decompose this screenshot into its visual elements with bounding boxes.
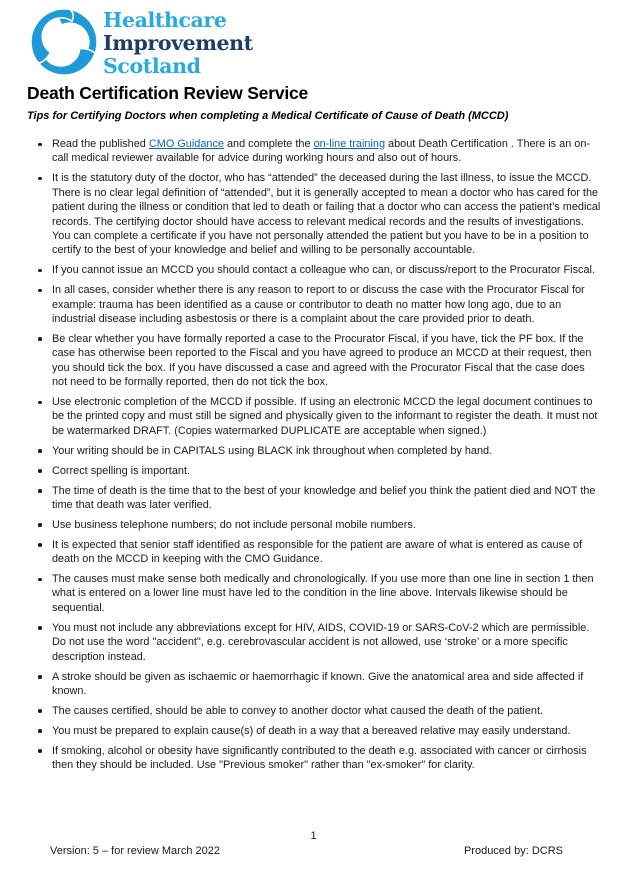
- bullet-marker: [38, 401, 42, 405]
- tip-text: [52, 621, 601, 664]
- tip-item: [38, 171, 601, 257]
- tip-item: [38, 332, 601, 390]
- tip-item: [38, 263, 601, 277]
- tip-text: [52, 572, 601, 615]
- page-subtitle: Tips for Certifying Doctors when completing a Medical Certificate of Cause of Death (MCCD): [27, 110, 509, 122]
- text-run: Correct spelling is important.: [52, 464, 190, 477]
- text-run: A stroke should be given as ischaemic or haemorrhagic if known. Give the anatomical area and side affected if known.: [52, 670, 584, 697]
- text-run: Use electronic completion of the MCCD if possible. If using an electronic MCCD the legal document continues to be the printed copy and must still be signed and physically given to the informant to register the death. It must not be watermarked DRAFT. (Copies watermarked DUPLICATE are acceptable when signed.): [52, 396, 598, 437]
- tip-text: [52, 171, 601, 257]
- document-footer: [50, 845, 563, 857]
- tip-text: [52, 332, 601, 390]
- tips-list: [0, 137, 627, 772]
- bullet-marker: [38, 177, 42, 181]
- text-run: It is expected that senior staff identified as responsible for the patient are aware of what is entered as cause of death on the MCCD in keeping with the CMO Guidance.: [52, 538, 583, 566]
- bullet-marker: [38, 469, 42, 473]
- online-training-link[interactable]: on-line training: [313, 138, 386, 150]
- bullet-marker: [38, 626, 42, 630]
- footer-produced-by: Produced by: DCRS: [463, 845, 563, 857]
- bullet-marker: [38, 449, 42, 453]
- tip-item: [38, 444, 601, 458]
- tip-text: [52, 670, 601, 699]
- bullet-marker: [38, 675, 42, 679]
- tip-item: [38, 484, 601, 513]
- text-run: The time of death is the time that to the best of your knowledge and belief you think the patient died and NOT the time that death was later verified.: [52, 484, 596, 511]
- wordmark-line-healthcare: Healthcare: [103, 8, 227, 32]
- tip-item: [38, 538, 601, 567]
- text-run: The causes must make sense both medically and chronologically. If you use more than one line in section 1 then what is entered on a lower line must have led to the condition in the line above. Intervals likewise should be sequential.: [52, 573, 594, 614]
- text-run: You must not include any abbreviations except for HIV, AIDS, COVID-19 or SARS-CoV-2 which are permissible. Do not use the word "accident", e.g. cerebrovascular accident is not allowed, use ‘stroke’ or a more specific description instead.: [52, 621, 590, 663]
- text-run: You must be prepared to explain cause(s) of death in a way that a bereaved relative may easily understand.: [52, 724, 571, 737]
- text-run: Your writing should be in CAPITALS using BLACK ink throughout when completed by hand.: [52, 444, 493, 457]
- page-title: Death Certification Review Service: [27, 83, 309, 103]
- tip-item: [38, 283, 601, 326]
- his-wordmark: [103, 6, 253, 78]
- his-knot-icon: [28, 6, 100, 78]
- bullet-marker: [38, 729, 42, 733]
- his-logo: [0, 0, 627, 78]
- tip-text: [52, 704, 601, 718]
- wordmark-line-scotland: Scotland: [103, 54, 201, 78]
- cmo-guidance-link[interactable]: CMO Guidance: [148, 138, 224, 150]
- tip-text: [52, 283, 601, 326]
- tip-text: [52, 484, 601, 513]
- tip-text: [52, 137, 601, 166]
- tip-text: [52, 724, 601, 738]
- tip-text: [52, 518, 601, 532]
- bullet-marker: [38, 543, 42, 547]
- tip-item: [38, 744, 601, 773]
- tip-item: [38, 572, 601, 615]
- text-run: The causes certified, should be able to convey to another doctor what caused the death of the patient.: [52, 704, 544, 717]
- tip-text: [52, 395, 601, 438]
- tip-item: [38, 621, 601, 664]
- text-run: Be clear whether you have formally reported a case to the Procurator Fiscal, if you have, tick the PF box. If the case has otherwise been reported to the Fiscal and you have agreed to produce an MCCD at their request, then you should tick the box. If you have discussed a case and agreed with the Procurator Fiscal that the case does not need to be formally reported, then do not tick the box.: [52, 332, 592, 389]
- tip-item: [38, 137, 601, 166]
- tip-item: [38, 724, 601, 738]
- page-number: 1: [310, 830, 317, 842]
- tip-text: [52, 263, 601, 277]
- bullet-marker: [38, 709, 42, 713]
- bullet-marker: [38, 143, 42, 147]
- bullet-marker: [38, 269, 42, 273]
- tip-text: [52, 538, 601, 567]
- tip-text: [52, 744, 601, 773]
- tip-item: [38, 704, 601, 718]
- bullet-marker: [38, 489, 42, 493]
- wordmark-line-improvement: Improvement: [103, 31, 253, 55]
- bullet-marker: [38, 289, 42, 293]
- tip-item: [38, 518, 601, 532]
- bullet-marker: [38, 749, 42, 753]
- text-run: and complete the: [223, 138, 314, 150]
- tip-item: [38, 395, 601, 438]
- text-run: In all cases, consider whether there is any reason to report to or discuss the case with the Procurator Fiscal for example: trauma has been identified as a cause or contributor to death no matter how long ago, due to an industrial disease including asbestosis or there is a complaint about the care provided prior to death.: [52, 284, 585, 325]
- footer-version: Version: 5 – for review March 2022: [50, 845, 220, 857]
- text-run: Read the published: [52, 138, 149, 150]
- text-run: It is the statutory duty of the doctor, who has “attended” the deceased during the last illness, to issue the MCCD. There is no clear legal definition of “attended”, but it is generally accepted to mean a doctor who has cared for the patient during the illness or condition that led to death or failing that a doctor who can access the patient’s medical records. The certifying doctor should have access to relevant medical records and the results of investigations. You can complete a certificate if you have not personally attended the patient but you have to be in a position to certify to the best of your knowledge and belief and willing to be personally accountable.: [52, 172, 601, 257]
- text-run: If smoking, alcohol or obesity have significantly contributed to the death e.g. associated with cancer or cirrhosis then they should be included. Use "Previous smoker" rather than "ex-smoker" for clarity.: [52, 744, 587, 772]
- tip-text: [52, 464, 601, 478]
- tip-item: [38, 670, 601, 699]
- bullet-marker: [38, 337, 42, 341]
- text-run: about Death Certification . There is an on-call medical reviewer available for advice during working hours and also out of hours.: [52, 138, 591, 165]
- tip-text: [52, 444, 601, 458]
- tip-item: [38, 464, 601, 478]
- bullet-marker: [38, 578, 42, 582]
- text-run: Use business telephone numbers; do not include personal mobile numbers.: [52, 518, 416, 531]
- bullet-marker: [38, 523, 42, 527]
- text-run: If you cannot issue an MCCD you should contact a colleague who can, or discuss/report to the Procurator Fiscal.: [52, 264, 595, 277]
